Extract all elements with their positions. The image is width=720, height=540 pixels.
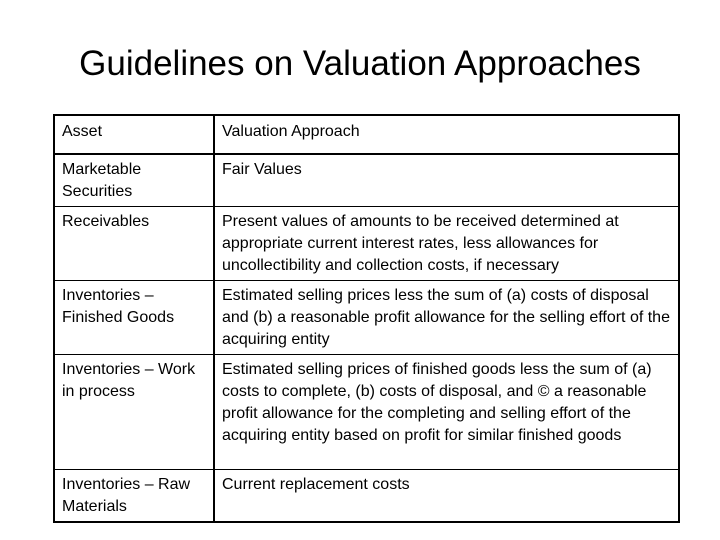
- asset-cell: Receivables: [54, 207, 214, 281]
- approach-cell: Present values of amounts to be received determined at appropriate current interest rates, less allowances for uncollectibility and collection costs, if necessary: [214, 207, 679, 281]
- table-row: [54, 154, 679, 207]
- table-row: [54, 207, 679, 281]
- approach-cell: Estimated selling prices less the sum of (a) costs of disposal and (b) a reasonable profit allowance for the selling effort of the acquiring entity: [214, 281, 679, 355]
- table-row: [54, 470, 679, 523]
- approach-cell: Estimated selling prices of finished goods less the sum of (a) costs to complete, (b) costs of disposal, and © a reasonable profit allowance for the completing and selling effort of the acquiring entity based on profit for similar finished goods: [214, 355, 679, 470]
- valuation-table: [53, 114, 680, 523]
- header-valuation-approach: Valuation Approach: [214, 115, 679, 154]
- asset-cell: Marketable Securities: [54, 154, 214, 207]
- header-asset: Asset: [54, 115, 214, 154]
- page-title: Guidelines on Valuation Approaches: [79, 44, 641, 83]
- approach-cell: Current replacement costs: [214, 470, 679, 523]
- table-row: [54, 355, 679, 470]
- asset-cell: Inventories – Raw Materials: [54, 470, 214, 523]
- asset-cell: Inventories – Work in process: [54, 355, 214, 470]
- table-row: [54, 281, 679, 355]
- table-header-row: [54, 115, 679, 154]
- approach-cell: Fair Values: [214, 154, 679, 207]
- asset-cell: Inventories – Finished Goods: [54, 281, 214, 355]
